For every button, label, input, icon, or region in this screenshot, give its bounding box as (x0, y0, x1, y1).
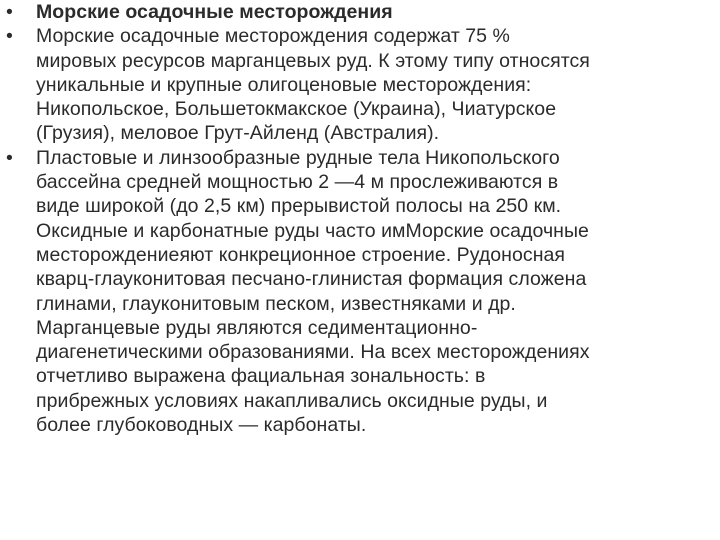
bullet-text (36, 24, 710, 145)
text-line: Морские осадочные месторождения (36, 1, 393, 23)
text-line: прибрежных условиях накапливались оксидные руды, и (36, 389, 548, 412)
text-line: виде широкой (до 2,5 км) прерывистой полосы на 250 км. (36, 195, 562, 218)
bullet-list (6, 0, 710, 437)
text-line: (Грузия), меловое Грут-Айленд (Австралия). (36, 122, 440, 145)
text-line: месторождениеяют конкреционное строение. Рудоносная (36, 243, 566, 266)
bullet-text (36, 0, 710, 24)
slide-body (6, 0, 710, 437)
text-line: кварц-глауконитовая песчано-глинистая формация сложена (36, 268, 587, 291)
text-line: Морские осадочные месторождения содержат 75 % (36, 25, 510, 48)
bullet-icon: • (6, 25, 13, 48)
text-line: Никопольское, Большетокмакское (Украина), Чиатурское (36, 98, 557, 121)
text-line: мировых ресурсов марганцевых руд. К этому типу относятся (36, 49, 590, 72)
text-line: Марганцевые руды являются седиментационно- (36, 316, 478, 339)
bullet-item-reserves (6, 24, 710, 145)
text-line: диагенетическими образованиями. На всех месторождениях (36, 341, 590, 364)
bullet-icon: • (6, 1, 13, 23)
bullet-item-heading (6, 0, 710, 24)
text-line: Оксидные и карбонатные руды часто имМорские осадочные (36, 219, 589, 242)
text-line: Пластовые и линзообразные рудные тела Никопольского (36, 146, 560, 169)
text-line: бассейна средней мощностью 2 —4 м прослеживаются в (36, 171, 559, 194)
bullet-icon: • (6, 146, 13, 169)
text-line: отчетливо выражена фациальная зональность: в (36, 365, 486, 388)
text-line: глинами, глауконитовым песком, известняками и др. (36, 292, 516, 315)
text-line: более глубоководных — карбонаты. (36, 414, 367, 437)
text-line: уникальные и крупные олигоценовые месторождения: (36, 73, 532, 96)
bullet-text (36, 146, 710, 438)
bullet-item-ore-bodies (6, 146, 710, 438)
